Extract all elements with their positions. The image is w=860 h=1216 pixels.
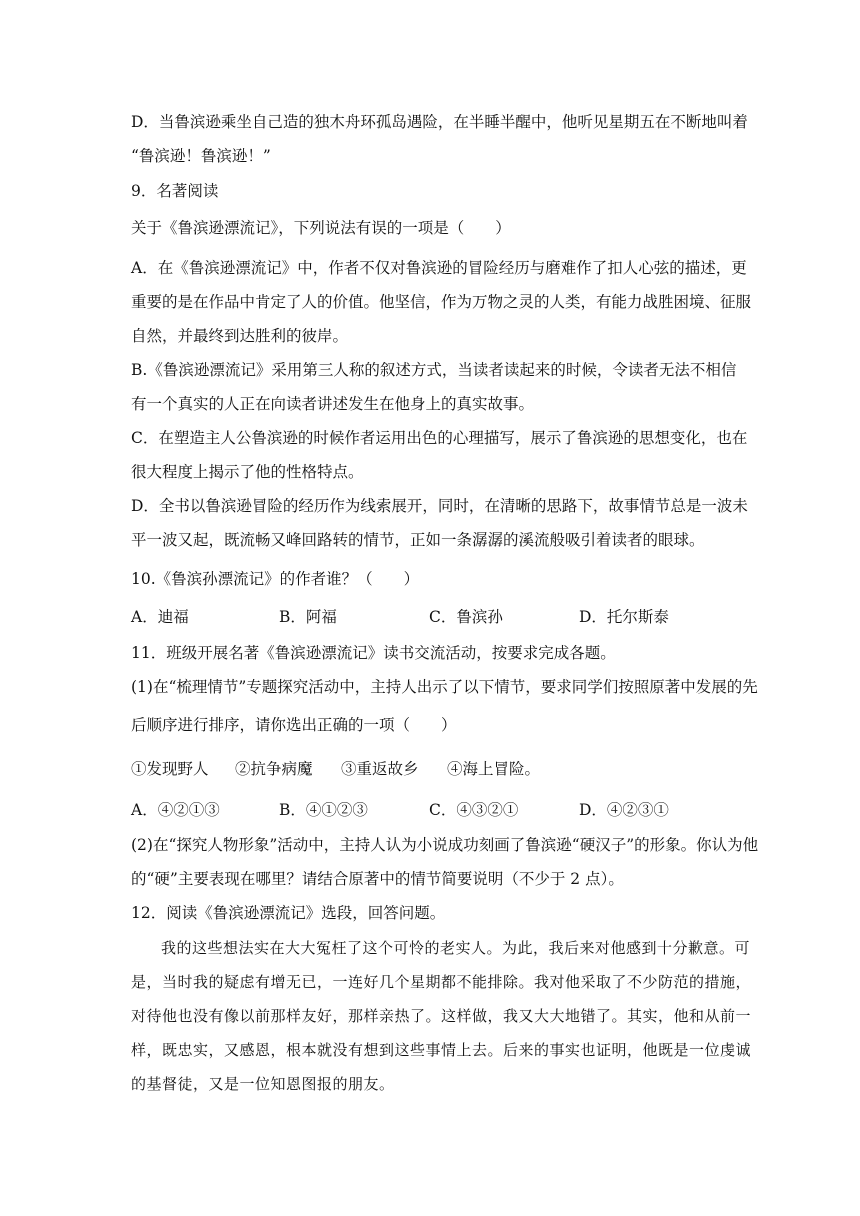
- q9-option-c-line2: 很大程度上揭示了他的性格特点。: [131, 463, 364, 481]
- q9-stem: 关于《鲁滨逊漂流记》，下列说法有误的一项是（ ）: [131, 219, 511, 237]
- q11-part2-line2: 的“硬”主要表现在哪里？请结合原著中的情节简要说明（不少于 2 点）。: [131, 870, 624, 888]
- q11-event-2: ②抗争病魔: [235, 760, 313, 778]
- q11-event-3: ③重返故乡: [341, 760, 419, 778]
- q9-option-b-line1: B.《鲁滨逊漂流记》采用第三人称的叙述方式，当读者读起来的时候，令读者无法不相信: [131, 361, 737, 379]
- q11-option-d: D．④②③①: [579, 801, 669, 819]
- q11-stem: 11．班级开展名著《鲁滨逊漂流记》读书交流活动，按要求完成各题。: [131, 644, 616, 662]
- q12-passage-line5: 的基督徒，又是一位知恩图报的朋友。: [131, 1075, 395, 1093]
- q12-passage-line1: 我的这些想法实在大大冤枉了这个可怜的老实人。为此，我后来对他感到十分歉意。可: [161, 939, 751, 957]
- q9-option-d-line1: D．全书以鲁滨逊冒险的经历作为线索展开，同时，在清晰的思路下，故事情节总是一波未: [131, 497, 748, 515]
- q9-option-a-line1: A．在《鲁滨逊漂流记》中，作者不仅对鲁滨逊的冒险经历与磨难作了扣人心弦的描述，更: [131, 259, 747, 277]
- q11-part2-line1: (2)在“探究人物形象”活动中，主持人认为小说成功刻画了鲁滨逊“硬汉子”的形象。你认为他: [131, 836, 759, 854]
- q10-option-d: D．托尔斯泰: [579, 608, 669, 626]
- q9-option-d-line2: 平一波又起，既流畅又峰回路转的情节，正如一条潺潺的溪流般吸引着读者的眼球。: [131, 531, 705, 549]
- q11-option-a: A．④②①③: [131, 801, 220, 819]
- q10-option-a: A．迪福: [131, 608, 189, 626]
- q11-option-b: B．④①②③: [279, 801, 368, 819]
- q11-event-1: ①发现野人: [131, 760, 209, 778]
- q9-option-b-line2: 有一个真实的人正在向读者讲述发生在他身上的真实故事。: [131, 395, 535, 413]
- q11-part1-line1: (1)在“梳理情节”专题探究活动中，主持人出示了以下情节，要求同学们按照原著中发展的先: [131, 678, 758, 696]
- q11-option-c: C．④③②①: [429, 801, 519, 819]
- q8-option-d-line2: “鲁滨逊！鲁滨逊！”: [131, 147, 271, 165]
- q12-passage-line4: 样，既忠实，又感恩，根本就没有想到这些事情上去。后来的事实也证明，他既是一位虔诚: [131, 1041, 752, 1059]
- q9-option-a-line2: 重要的是在作品中肯定了人的价值。他坚信，作为万物之灵的人类，有能力战胜困境、征服: [131, 293, 752, 311]
- q9-option-a-line3: 自然，并最终到达胜利的彼岸。: [131, 327, 349, 345]
- q12-passage-line2: 是，当时我的疑虑有增无已，一连好几个星期都不能排除。我对他采取了不少防范的措施，: [131, 973, 752, 991]
- q9-title: 9．名著阅读: [131, 182, 219, 200]
- q8-option-d-line1: D．当鲁滨逊乘坐自己造的独木舟环孤岛遇险，在半睡半醒中，他听见星期五在不断地叫着: [131, 113, 748, 131]
- q10-stem: 10.《鲁滨孙漂流记》的作者谁？（ ）: [131, 570, 420, 588]
- q11-event-4: ④海上冒险。: [447, 760, 541, 778]
- q11-options: [131, 799, 751, 821]
- q11-events: [131, 758, 751, 780]
- q12-passage-line3: 对待他也没有像以前那样友好，那样亲热了。这样做，我又大大地错了。其实，他和从前一: [131, 1007, 752, 1025]
- q10-option-b: B．阿福: [279, 608, 337, 626]
- q12-stem: 12．阅读《鲁滨逊漂流记》选段，回答问题。: [131, 904, 446, 922]
- q11-part1-line2: 后顺序进行排序，请你选出正确的一项（ ）: [131, 716, 457, 734]
- q10-option-c: C．鲁滨孙: [429, 608, 503, 626]
- q10-options: [131, 606, 751, 628]
- q9-option-c-line1: C．在塑造主人公鲁滨逊的时候作者运用出色的心理描写，展示了鲁滨逊的思想变化，也在: [131, 429, 748, 447]
